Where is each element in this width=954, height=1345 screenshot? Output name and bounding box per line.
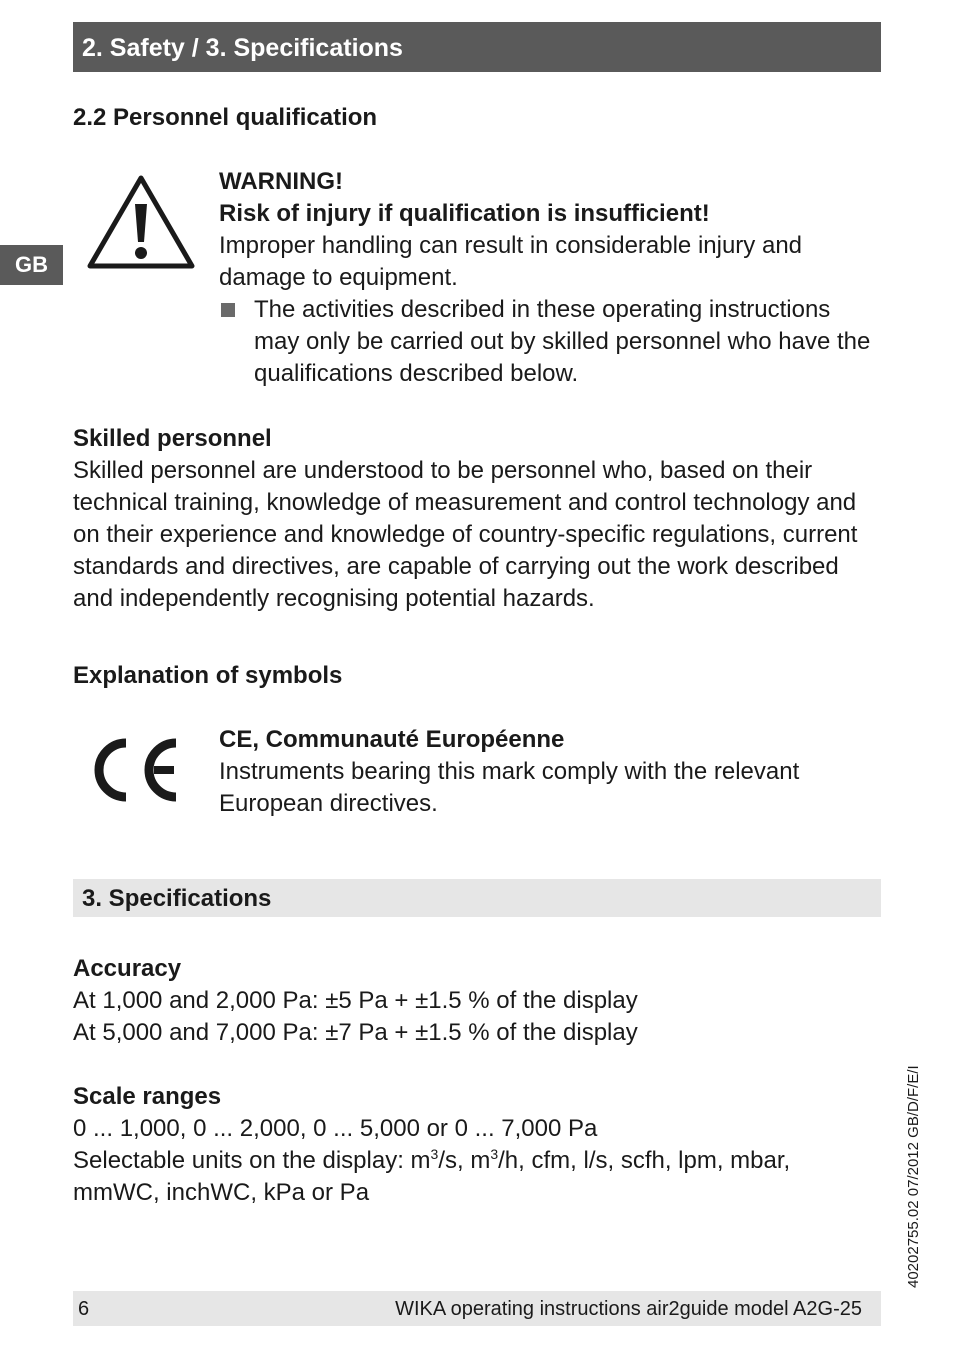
skilled-personnel-text: Skilled personnel are understood to be personnel who, based on their technical training, knowledge of measurement and control technology and on their experience and knowledge of country-specific regulations, current standards and directives, are capable of carrying out the work described and independently recognising potential hazards. — [73, 457, 858, 612]
page-number: 6 — [78, 1298, 90, 1320]
ce-explanation-block — [219, 724, 879, 820]
warning-text: Improper handling can result in considerable injury and damage to equipment. — [219, 232, 803, 291]
warning-triangle-icon — [86, 174, 196, 272]
selectable-units-line-2: mmWC, inchWC, kPa or Pa — [73, 1179, 370, 1206]
specifications-heading: 3. Specifications — [82, 885, 272, 912]
accuracy-line: At 5,000 and 7,000 Pa: ±7 Pa + ±1.5 % of the display — [73, 1019, 638, 1046]
warning-title: Risk of injury if qualification is insufficient! — [219, 200, 710, 227]
language-tab — [0, 245, 63, 285]
units-prefix: Selectable units on the display: m — [73, 1147, 431, 1174]
scale-ranges-heading: Scale ranges — [73, 1083, 222, 1110]
scale-ranges-line: 0 ... 1,000, 0 ... 2,000, 0 ... 5,000 or 0 ... 7,000 Pa — [73, 1115, 598, 1142]
warning-bullet-item — [219, 294, 879, 390]
ce-text: Instruments bearing this mark comply with the relevant European directives. — [219, 758, 800, 817]
section-header-bar — [73, 22, 881, 72]
ce-title: CE, Communauté Européenne — [219, 726, 565, 753]
section-header-title: 2. Safety / 3. Specifications — [82, 34, 403, 62]
units-rest: /h, cfm, l/s, scfh, lpm, mbar, — [498, 1147, 791, 1174]
warning-label: WARNING! — [219, 168, 343, 195]
scale-ranges-section — [73, 1081, 883, 1209]
units-mid: /s, m — [438, 1147, 491, 1174]
accuracy-section — [73, 953, 883, 1049]
skilled-personnel-heading: Skilled personnel — [73, 425, 272, 452]
accuracy-heading: Accuracy — [73, 955, 182, 982]
accuracy-line: At 1,000 and 2,000 Pa: ±5 Pa + ±1.5 % of the display — [73, 987, 638, 1014]
language-tab-label: GB — [15, 252, 48, 277]
document-code: 40202755.02 07/2012 GB/D/F/E/I — [905, 1065, 922, 1288]
warning-bullet-text: The activities described in these operating instructions may only be carried out by skilled personnel who have the qualifications described below. — [254, 296, 871, 387]
selectable-units-line — [73, 1145, 883, 1177]
footer-text: WIKA operating instructions air2guide model A2G-25 — [395, 1298, 862, 1320]
skilled-personnel-section — [73, 423, 883, 615]
symbols-heading: Explanation of symbols — [73, 662, 343, 689]
units-superscript: 3 — [430, 1146, 439, 1162]
warning-block — [219, 166, 879, 390]
units-superscript: 3 — [490, 1146, 499, 1162]
ce-mark-icon — [92, 737, 182, 803]
specifications-header-bar — [73, 879, 881, 917]
page-footer — [73, 1291, 881, 1326]
personnel-qualification-heading: 2.2 Personnel qualification — [73, 104, 378, 131]
bullet-square-icon — [221, 303, 235, 317]
